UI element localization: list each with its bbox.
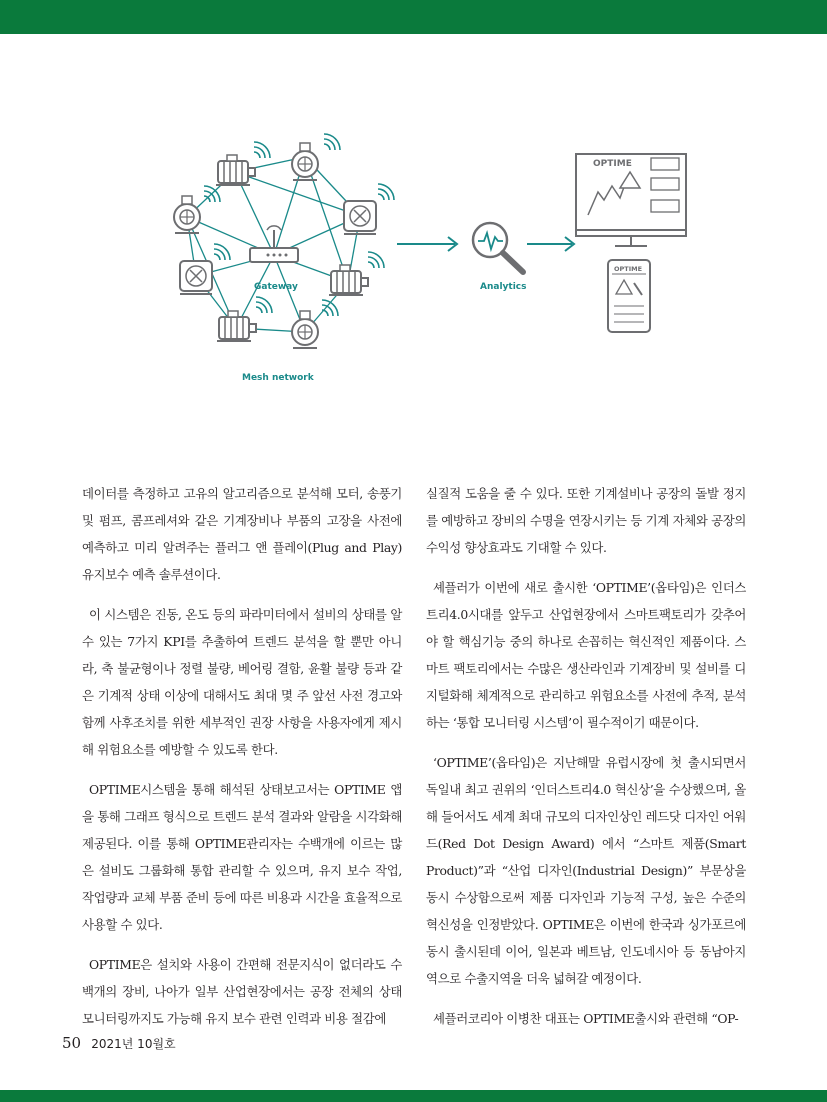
arrow-icon [397,237,457,251]
paragraph: OPTIME은 설치와 사용이 간편해 전문지식이 없더라도 수백개의 장비, 나아가 일부 산업현장에서는 공장 전체의 상태 모니터링까지도 가능해 유지 보수 관련 인력과 비용 절감에 [82,957,402,1026]
paragraph: OPTIME시스템을 통해 해석된 상태보고서는 OPTIME 앱을 통해 그래프 형식으로 트렌드 분석 결과와 알람을 시각화해 제공된다. 이를 통해 OPTIME관리자는 수백개에 이르는 많은 설비도 그룹화해 통합 관리할 수 있으며, 유지 보수 작업, 작업량과 교체 부품 준비 등에 따른 비용과 시간을 효율적으로 사용할 수 있다. [82,782,402,932]
left-column [82,480,402,1045]
magnifier-icon [473,223,523,272]
phone-brand: OPTIME [614,265,643,273]
right-column [426,480,746,1045]
page-footer [62,1034,176,1052]
paragraph: 셰플러코리아 이병찬 대표는 OPTIME출시와 관련해 “OP- [433,1011,739,1026]
paragraph: 데이터를 측정하고 고유의 알고리즘으로 분석해 모터, 송풍기 및 펌프, 콤프레셔와 같은 기계장비나 부품의 고장을 사전에 예측하고 미리 알려주는 플러그 앤 플레이(Plug and Play) 유지보수 예측 솔루션이다. [82,486,402,582]
monitor-brand: OPTIME [593,159,632,169]
mesh-network-diagram [0,120,827,400]
paragraph: 이 시스템은 진동, 온도 등의 파라미터에서 설비의 상태를 알 수 있는 7가지 KPI를 추출하여 트렌드 분석을 할 뿐만 아니라, 축 불균형이나 정렬 불량, 베어링 결함, 윤활 불량 등과 같은 기계적 상태 이상에 대해서도 최대 몇 주 앞선 사전 경고와 함께 사후조치를 위한 세부적인 권장 사항을 사용자에게 제시해 위험요소를 예방할 수 있도록 한다. [82,607,402,757]
page-number: 50 [62,1034,82,1052]
paragraph: ‘OPTIME’(옵타임)은 지난해말 유럽시장에 첫 출시되면서 독일내 최고 권위의 ‘인더스트리4.0 혁신상’을 수상했으며, 올해 들어서도 세계 최대 규모의 디자인상인 레드닷 디자인 어워드(Red Dot Design Award) 에서 “스마트 제품(Smart Product)”과 “산업 디자인(Industrial Design)” 부문상을 동시 수상함으로써 제품 디자인과 기능적 구성, 높은 수준의 혁신성을 인정받았다. OPTIME은 이번에 한국과 싱가포르에 동시 출시된데 이어, 일본과 베트남, 인도네시아 등 동남아지역으로 수출지역을 더욱 넓혀갈 예정이다. [426,755,746,986]
gateway-label: Gateway [254,282,298,292]
gateway-icon [250,226,298,262]
arrow-icon [527,237,574,251]
motor-icon [329,252,384,295]
pump-icon [292,300,338,348]
pump-icon [292,134,340,180]
motor-icon [216,142,270,185]
bottom-green-band [0,1090,827,1102]
paragraph: 실질적 도움을 줄 수 있다. 또한 기계설비나 공장의 돌발 정지를 예방하고 장비의 수명을 연장시키는 등 기계 자체와 공장의 수익성 향상효과도 기대할 수 있다. [426,486,746,555]
top-green-band [0,0,827,34]
analytics-label: Analytics [480,282,527,292]
paragraph: 셰플러가 이번에 새로 출시한 ‘OPTIME’(옵타임)은 인더스트리4.0시대를 앞두고 산업현장에서 스마트팩토리가 갖추어야 할 핵심기능 중의 하나로 손꼽히는 혁신적인 제품이다. 스마트 팩토리에서는 수많은 생산라인과 기계장비 및 설비를 디지털화해 체계적으로 관리하고 위험요소를 사전에 추적, 분석하는 ‘통합 모니터링 시스템’이 필수적이기 때문이다. [426,580,746,730]
fan-icon [344,184,394,234]
mesh-network-label: Mesh network [242,373,314,383]
issue-label: 2021년 10월호 [91,1037,176,1051]
